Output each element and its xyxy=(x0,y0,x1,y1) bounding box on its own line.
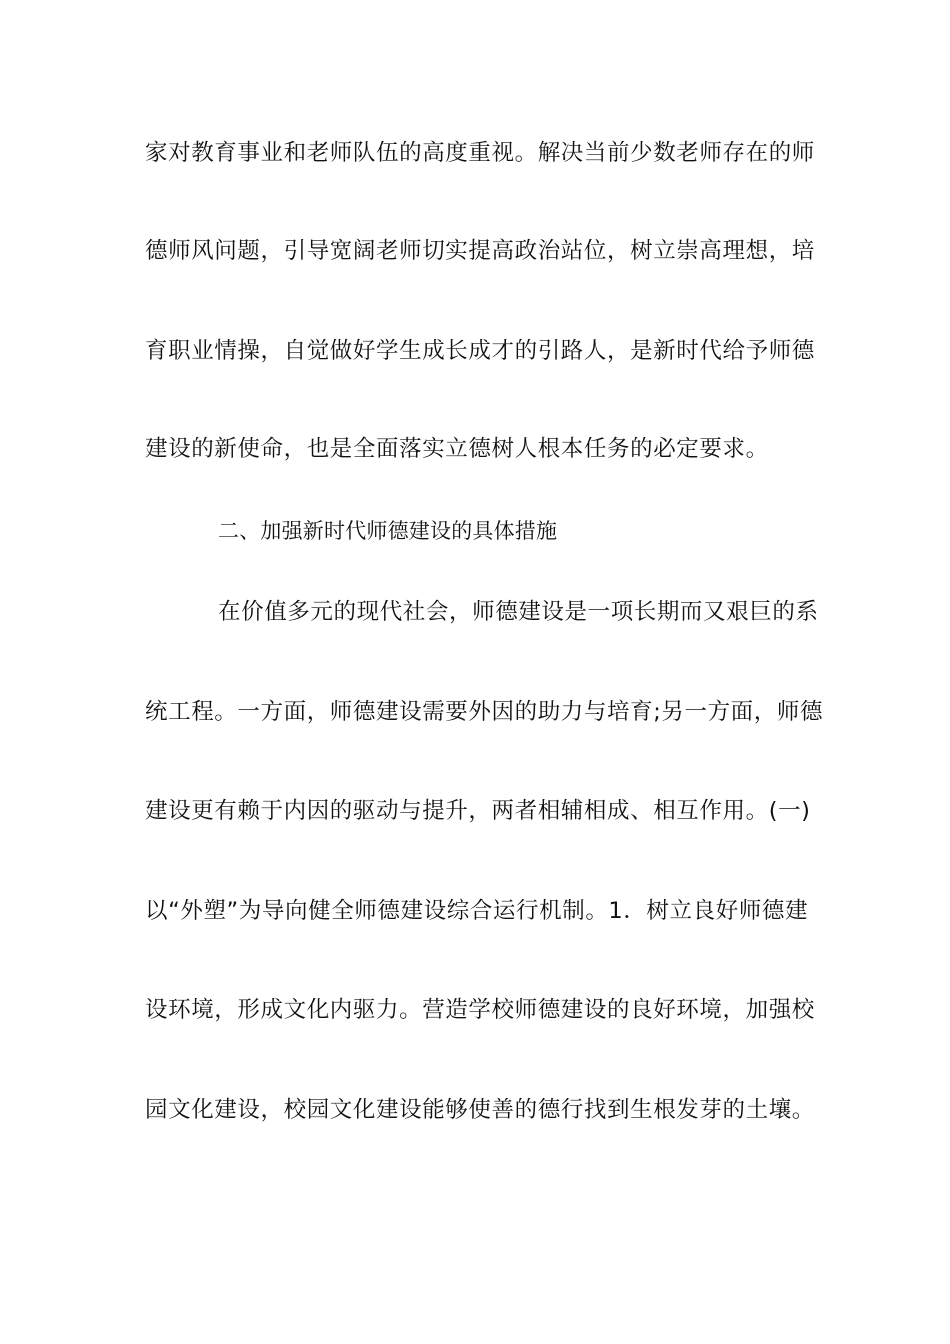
body-text-line: 德师风问题，引导宽阔老师切实提高政治站位，树立崇高理想，培 xyxy=(145,238,815,264)
body-text-line: 以“外塑”为导向健全师德建设综合运行机制。1．树立良好师德建 xyxy=(145,898,809,924)
body-text-line: 统工程。一方面，师德建设需要外因的助力与培育;另一方面，师德 xyxy=(145,699,824,725)
body-text-line: 建设更有赖于内因的驱动与提升，两者相辅相成、相互作用。(一) xyxy=(145,798,811,824)
body-text-line: 在价值多元的现代社会，师德建设是一项长期而又艰巨的系 xyxy=(218,599,819,625)
body-text-line: 家对教育事业和老师队伍的高度重视。解决当前少数老师存在的师 xyxy=(145,140,815,166)
body-text-line: 育职业情操，自觉做好学生成长成才的引路人，是新时代给予师德 xyxy=(145,338,815,364)
section-heading: 二、加强新时代师德建设的具体措施 xyxy=(218,519,558,543)
body-text-line: 设环境，形成文化内驱力。营造学校师德建设的良好环境，加强校 xyxy=(145,997,815,1023)
body-text-line: 园文化建设，校园文化建设能够使善的德行找到生根发芽的土壤。 xyxy=(145,1097,815,1123)
body-text-line: 建设的新使命，也是全面落实立德树人根本任务的必定要求。 xyxy=(145,436,769,462)
